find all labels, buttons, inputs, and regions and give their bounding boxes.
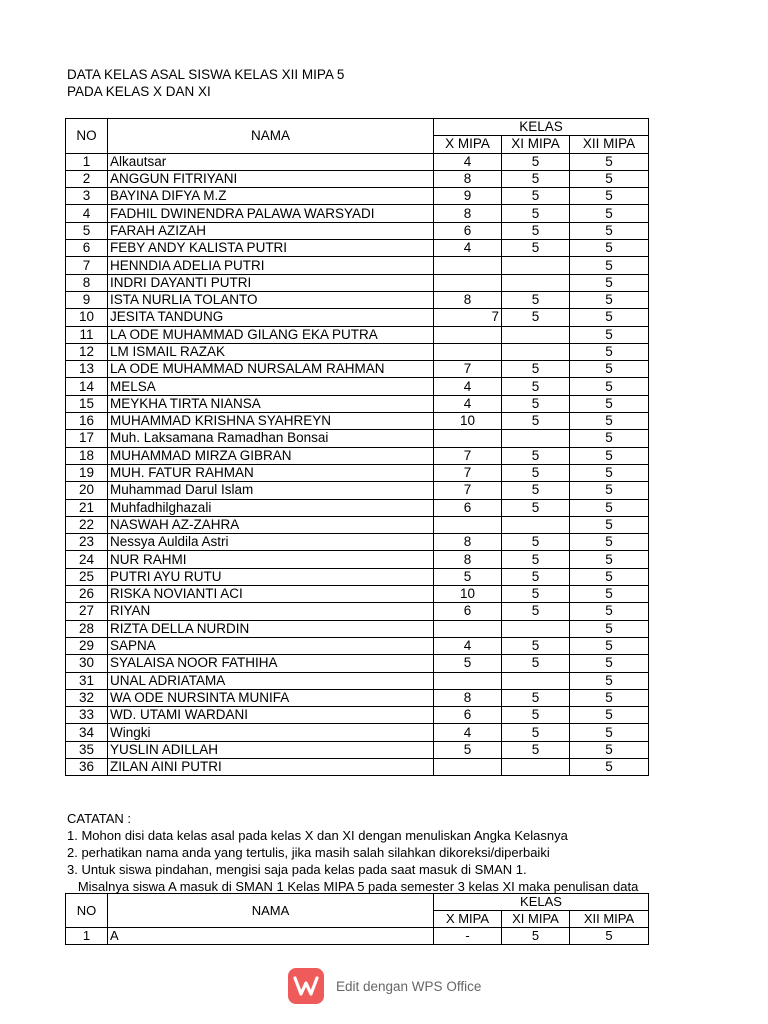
row-xi-mipa: 5	[502, 361, 570, 378]
row-nama: MUHAMMAD KRISHNA SYAHREYN	[108, 413, 434, 430]
row-xii-mipa: 5	[570, 430, 649, 447]
table-row	[66, 395, 649, 412]
row-nama: MELSA	[108, 378, 434, 395]
row-nama: NUR RAHMI	[108, 551, 434, 568]
row-x-mipa	[434, 758, 502, 775]
table-row	[66, 464, 649, 481]
row-x-mipa: 9	[434, 188, 502, 205]
row-x-mipa: 7	[434, 482, 502, 499]
table-row	[66, 413, 649, 430]
table-row	[66, 291, 649, 308]
row-xii-mipa: 5	[570, 689, 649, 706]
row-nama: LA ODE MUHAMMAD NURSALAM RAHMAN	[108, 361, 434, 378]
student-class-table	[65, 118, 649, 776]
row-x-mipa	[434, 326, 502, 343]
row-xii-mipa: 5	[570, 188, 649, 205]
wps-edit-text[interactable]: Edit dengan WPS Office	[336, 978, 482, 994]
row-xi-mipa: 5	[502, 741, 570, 758]
row-x-mipa: 6	[434, 499, 502, 516]
table-row	[66, 620, 649, 637]
row-nama: ZILAN AINI PUTRI	[108, 758, 434, 775]
row-no: 34	[66, 724, 108, 741]
row-xii-mipa: 5	[570, 361, 649, 378]
row-xi-mipa	[502, 620, 570, 637]
row-xii-mipa: 5	[570, 603, 649, 620]
row-x-mipa: 5	[434, 741, 502, 758]
row-xi-mipa	[502, 758, 570, 775]
row-xii-mipa: 5	[570, 499, 649, 516]
table-row	[66, 586, 649, 603]
row-no: 28	[66, 620, 108, 637]
row-xi-mipa: 5	[502, 170, 570, 187]
row-no: 4	[66, 205, 108, 222]
row-xii-mipa: 5	[570, 586, 649, 603]
row-x-mipa: 7	[434, 464, 502, 481]
example-xii: 5	[570, 928, 649, 945]
row-no: 23	[66, 534, 108, 551]
row-no: 32	[66, 689, 108, 706]
row-xi-mipa: 5	[502, 568, 570, 585]
row-xii-mipa: 5	[570, 620, 649, 637]
row-xi-mipa: 5	[502, 724, 570, 741]
row-xii-mipa: 5	[570, 672, 649, 689]
row-no: 7	[66, 257, 108, 274]
row-x-mipa	[434, 430, 502, 447]
row-x-mipa: 8	[434, 291, 502, 308]
row-xii-mipa: 5	[570, 707, 649, 724]
row-xii-mipa: 5	[570, 274, 649, 291]
row-xi-mipa	[502, 326, 570, 343]
row-xii-mipa: 5	[570, 551, 649, 568]
header-no: NO	[66, 119, 108, 154]
row-x-mipa: 6	[434, 603, 502, 620]
table-row	[66, 534, 649, 551]
row-xi-mipa: 5	[502, 205, 570, 222]
row-xi-mipa: 5	[502, 482, 570, 499]
note-1: 1. Mohon disi data kelas asal pada kelas X dan XI dengan menuliskan Angka Kelasnya	[67, 828, 568, 843]
row-no: 16	[66, 413, 108, 430]
row-nama: ANGGUN FITRIYANI	[108, 170, 434, 187]
row-no: 5	[66, 222, 108, 239]
note-3: 3. Untuk siswa pindahan, mengisi saja pada kelas pada saat masuk di SMAN 1.	[67, 862, 527, 877]
example-nama: A	[108, 928, 434, 945]
row-no: 8	[66, 274, 108, 291]
row-xii-mipa: 5	[570, 326, 649, 343]
row-xi-mipa: 5	[502, 188, 570, 205]
row-x-mipa: 4	[434, 153, 502, 170]
row-no: 24	[66, 551, 108, 568]
table-row	[66, 274, 649, 291]
row-nama: MEYKHA TIRTA NIANSA	[108, 395, 434, 412]
row-nama: RIZTA DELLA NURDIN	[108, 620, 434, 637]
table-row	[66, 326, 649, 343]
row-x-mipa: 8	[434, 551, 502, 568]
row-xi-mipa: 5	[502, 447, 570, 464]
row-xi-mipa	[502, 257, 570, 274]
row-nama: SAPNA	[108, 637, 434, 654]
document-title: DATA KELAS ASAL SISWA KELAS XII MIPA 5	[67, 67, 345, 82]
row-xii-mipa: 5	[570, 637, 649, 654]
table-row	[66, 205, 649, 222]
row-no: 36	[66, 758, 108, 775]
row-x-mipa: 5	[434, 568, 502, 585]
row-no: 15	[66, 395, 108, 412]
document-subtitle: PADA KELAS X DAN XI	[67, 84, 211, 99]
row-xi-mipa: 5	[502, 707, 570, 724]
row-xi-mipa	[502, 430, 570, 447]
row-nama: WD. UTAMI WARDANI	[108, 707, 434, 724]
row-xi-mipa: 5	[502, 153, 570, 170]
row-no: 12	[66, 343, 108, 360]
wps-office-icon	[288, 968, 324, 1004]
row-x-mipa	[434, 274, 502, 291]
row-nama: Muh. Laksamana Ramadhan Bonsai	[108, 430, 434, 447]
row-xi-mipa: 5	[502, 240, 570, 257]
row-xi-mipa	[502, 274, 570, 291]
example-header-kelas: KELAS	[434, 894, 649, 911]
row-x-mipa: 6	[434, 707, 502, 724]
row-x-mipa: 7	[434, 447, 502, 464]
row-xi-mipa: 5	[502, 378, 570, 395]
example-table	[65, 893, 649, 945]
notes-heading: CATATAN :	[67, 811, 132, 826]
row-no: 33	[66, 707, 108, 724]
row-nama: LM ISMAIL RAZAK	[108, 343, 434, 360]
row-x-mipa	[434, 516, 502, 533]
row-xii-mipa: 5	[570, 482, 649, 499]
table-row	[66, 153, 649, 170]
table-row	[66, 758, 649, 775]
row-xi-mipa: 5	[502, 395, 570, 412]
row-x-mipa: 10	[434, 413, 502, 430]
row-x-mipa	[434, 672, 502, 689]
row-nama: PUTRI AYU RUTU	[108, 568, 434, 585]
row-xi-mipa: 5	[502, 309, 570, 326]
row-nama: YUSLIN ADILLAH	[108, 741, 434, 758]
table-row	[66, 516, 649, 533]
row-xi-mipa: 5	[502, 603, 570, 620]
row-no: 17	[66, 430, 108, 447]
row-no: 11	[66, 326, 108, 343]
header-xi-mipa: XI MIPA	[502, 136, 570, 153]
row-nama: UNAL ADRIATAMA	[108, 672, 434, 689]
row-no: 27	[66, 603, 108, 620]
row-x-mipa: 4	[434, 240, 502, 257]
note-2: 2. perhatikan nama anda yang tertulis, jika masih salah silahkan dikoreksi/diperbaiki	[67, 845, 550, 860]
example-x: -	[434, 928, 502, 945]
row-no: 10	[66, 309, 108, 326]
row-x-mipa: 4	[434, 724, 502, 741]
row-xi-mipa: 5	[502, 413, 570, 430]
row-xii-mipa: 5	[570, 205, 649, 222]
row-x-mipa: 4	[434, 637, 502, 654]
row-xi-mipa: 5	[502, 464, 570, 481]
row-nama: HENNDIA ADELIA PUTRI	[108, 257, 434, 274]
row-no: 22	[66, 516, 108, 533]
row-x-mipa: 6	[434, 222, 502, 239]
row-xi-mipa	[502, 516, 570, 533]
row-x-mipa: 8	[434, 170, 502, 187]
header-kelas: KELAS	[434, 119, 649, 136]
header-xii-mipa: XII MIPA	[570, 136, 649, 153]
note-4: Misalnya siswa A masuk di SMAN 1 Kelas MIPA 5 pada semester 3 kelas XI maka penulisan data	[67, 879, 639, 894]
table-row	[66, 672, 649, 689]
table-row	[66, 240, 649, 257]
example-header-nama: NAMA	[108, 894, 434, 928]
example-row	[66, 928, 649, 945]
row-xii-mipa: 5	[570, 516, 649, 533]
row-xi-mipa	[502, 672, 570, 689]
row-no: 13	[66, 361, 108, 378]
example-header-x: X MIPA	[434, 911, 502, 928]
row-nama: JESITA TANDUNG	[108, 309, 434, 326]
row-xii-mipa: 5	[570, 568, 649, 585]
table-row	[66, 343, 649, 360]
row-x-mipa: 4	[434, 395, 502, 412]
row-no: 19	[66, 464, 108, 481]
table-row	[66, 551, 649, 568]
example-no: 1	[66, 928, 108, 945]
row-nama: NASWAH AZ-ZAHRA	[108, 516, 434, 533]
table-row	[66, 188, 649, 205]
row-no: 25	[66, 568, 108, 585]
row-no: 31	[66, 672, 108, 689]
row-no: 9	[66, 291, 108, 308]
row-xii-mipa: 5	[570, 655, 649, 672]
row-x-mipa: 8	[434, 205, 502, 222]
row-nama: Nessya Auldila Astri	[108, 534, 434, 551]
table-row	[66, 361, 649, 378]
row-nama: RIYAN	[108, 603, 434, 620]
row-xii-mipa: 5	[570, 309, 649, 326]
row-no: 14	[66, 378, 108, 395]
row-x-mipa	[434, 257, 502, 274]
table-row	[66, 637, 649, 654]
table-row	[66, 568, 649, 585]
row-nama: RISKA NOVIANTI ACI	[108, 586, 434, 603]
table-row	[66, 257, 649, 274]
row-x-mipa: 8	[434, 689, 502, 706]
row-nama: MUH. FATUR RAHMAN	[108, 464, 434, 481]
table-row	[66, 707, 649, 724]
row-xi-mipa: 5	[502, 586, 570, 603]
row-xi-mipa: 5	[502, 637, 570, 654]
example-header-xii: XII MIPA	[570, 911, 649, 928]
row-x-mipa: 4	[434, 378, 502, 395]
row-no: 21	[66, 499, 108, 516]
row-nama: INDRI DAYANTI PUTRI	[108, 274, 434, 291]
table-row	[66, 447, 649, 464]
row-xii-mipa: 5	[570, 413, 649, 430]
table-row	[66, 724, 649, 741]
row-xi-mipa: 5	[502, 534, 570, 551]
row-nama: FARAH AZIZAH	[108, 222, 434, 239]
row-nama: FEBY ANDY KALISTA PUTRI	[108, 240, 434, 257]
row-xii-mipa: 5	[570, 170, 649, 187]
row-xii-mipa: 5	[570, 724, 649, 741]
row-nama: FADHIL DWINENDRA PALAWA WARSYADI	[108, 205, 434, 222]
example-header-no: NO	[66, 894, 108, 928]
row-no: 30	[66, 655, 108, 672]
row-nama: ISTA NURLIA TOLANTO	[108, 291, 434, 308]
row-xii-mipa: 5	[570, 534, 649, 551]
row-xii-mipa: 5	[570, 741, 649, 758]
row-no: 18	[66, 447, 108, 464]
row-nama: Alkautsar	[108, 153, 434, 170]
row-xi-mipa: 5	[502, 655, 570, 672]
example-header-xi: XI MIPA	[502, 911, 570, 928]
wps-edit-banner[interactable]	[288, 968, 481, 1004]
row-xi-mipa: 5	[502, 499, 570, 516]
row-x-mipa: 5	[434, 655, 502, 672]
table-row	[66, 482, 649, 499]
example-xi: 5	[502, 928, 570, 945]
notes-section	[67, 810, 650, 895]
table-row	[66, 430, 649, 447]
row-nama: MUHAMMAD MIRZA GIBRAN	[108, 447, 434, 464]
header-x-mipa: X MIPA	[434, 136, 502, 153]
row-no: 26	[66, 586, 108, 603]
row-xii-mipa: 5	[570, 222, 649, 239]
row-nama: Wingki	[108, 724, 434, 741]
row-x-mipa: 10	[434, 586, 502, 603]
row-xi-mipa: 5	[502, 222, 570, 239]
row-no: 29	[66, 637, 108, 654]
row-nama: Muhammad Darul Islam	[108, 482, 434, 499]
table-row	[66, 741, 649, 758]
row-nama: BAYINA DIFYA M.Z	[108, 188, 434, 205]
row-xii-mipa: 5	[570, 343, 649, 360]
row-xi-mipa: 5	[502, 291, 570, 308]
row-xii-mipa: 5	[570, 395, 649, 412]
row-no: 6	[66, 240, 108, 257]
row-x-mipa	[434, 343, 502, 360]
row-nama: SYALAISA NOOR FATHIHA	[108, 655, 434, 672]
row-x-mipa: 7	[434, 309, 502, 326]
row-no: 2	[66, 170, 108, 187]
row-xii-mipa: 5	[570, 447, 649, 464]
row-xii-mipa: 5	[570, 240, 649, 257]
table-row	[66, 603, 649, 620]
row-nama: LA ODE MUHAMMAD GILANG EKA PUTRA	[108, 326, 434, 343]
row-xi-mipa: 5	[502, 551, 570, 568]
table-row	[66, 655, 649, 672]
table-row	[66, 378, 649, 395]
row-xi-mipa: 5	[502, 689, 570, 706]
row-x-mipa: 7	[434, 361, 502, 378]
row-xii-mipa: 5	[570, 257, 649, 274]
table-row	[66, 499, 649, 516]
row-xii-mipa: 5	[570, 758, 649, 775]
table-row	[66, 309, 649, 326]
row-no: 3	[66, 188, 108, 205]
row-xii-mipa: 5	[570, 464, 649, 481]
table-row	[66, 170, 649, 187]
row-xii-mipa: 5	[570, 291, 649, 308]
row-nama: WA ODE NURSINTA MUNIFA	[108, 689, 434, 706]
table-row	[66, 222, 649, 239]
table-row	[66, 689, 649, 706]
row-xii-mipa: 5	[570, 378, 649, 395]
row-nama: Muhfadhilghazali	[108, 499, 434, 516]
row-xii-mipa: 5	[570, 153, 649, 170]
row-x-mipa	[434, 620, 502, 637]
row-no: 20	[66, 482, 108, 499]
row-x-mipa: 8	[434, 534, 502, 551]
header-nama: NAMA	[108, 119, 434, 154]
row-no: 35	[66, 741, 108, 758]
row-no: 1	[66, 153, 108, 170]
row-xi-mipa	[502, 343, 570, 360]
